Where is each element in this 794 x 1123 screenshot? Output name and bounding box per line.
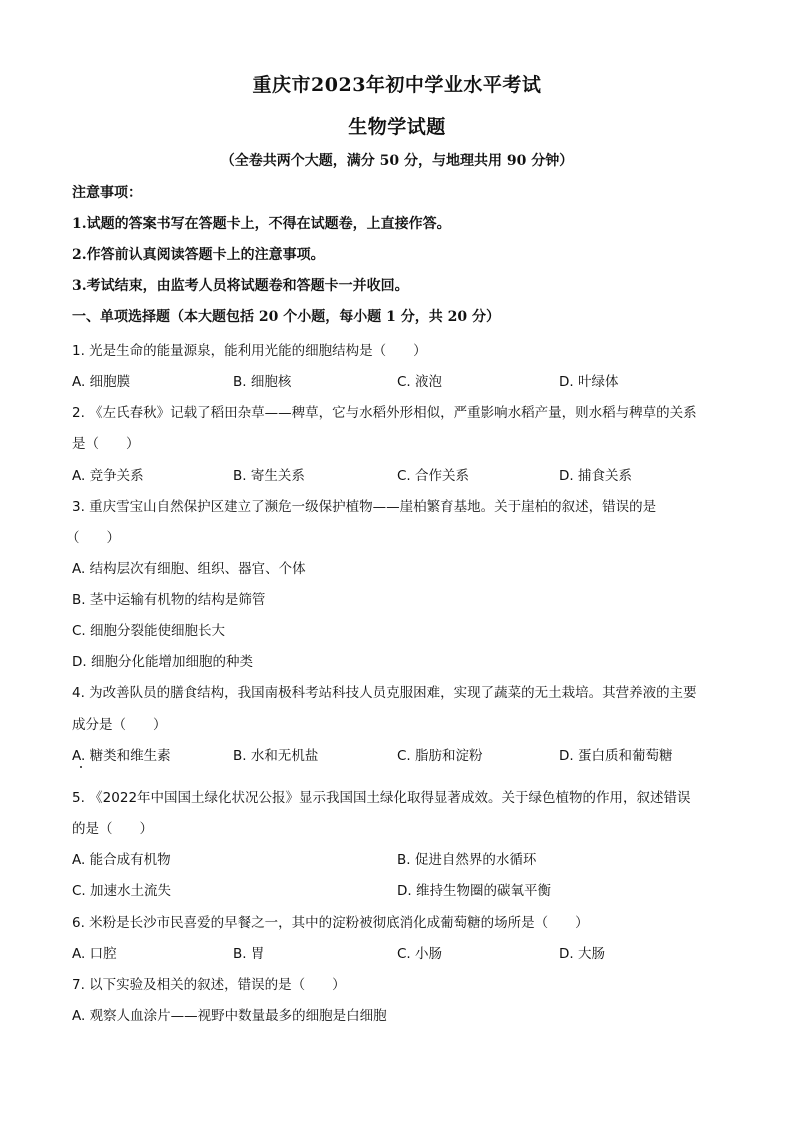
question-stem: 5. 《2022年中国国土绿化状况公报》显示我国国土绿化取得显著成效。关于绿色植物的作用，叙述错误 [72,790,691,806]
option: C. 脂肪和淀粉 [397,748,483,764]
question-stem: 7. 以下实验及相关的叙述，错误的是（ ） [72,977,346,993]
section-heading: 一、单项选择题（本大题包括 20 个小题，每小题 1 分，共 20 分） [72,309,500,325]
notice-item: 3.考试结束，由监考人员将试题卷和答题卡一并收回。 [72,278,409,294]
option: B. 细胞核 [233,374,292,390]
question-stem-continued: （ ） [66,530,120,546]
exam-title: 重庆市2023年初中学业水平考试 [252,74,542,96]
option: A. 观察人血涂片——视野中数量最多的细胞是白细胞 [72,1008,387,1024]
option: D. 大肠 [559,946,605,962]
option: A. 口腔 [72,946,117,962]
exam-subject: 生物学试题 [348,116,446,138]
question-stem-continued: 成分是（ ） [72,717,167,733]
option: D. 细胞分化能增加细胞的种类 [72,654,253,670]
option: A. 糖类和维生素 [72,748,171,764]
option: A. 细胞膜 [72,374,131,390]
option: A. 能合成有机物 [72,852,171,868]
option: C. 液泡 [397,374,443,390]
option: C. 加速水土流失 [72,883,172,899]
notice-item: 1.试题的答案书写在答题卡上，不得在试题卷，上直接作答。 [72,216,451,232]
option: B. 胃 [233,946,265,962]
option: B. 水和无机盐 [233,748,319,764]
option: D. 蛋白质和葡萄糖 [559,748,673,764]
option: A. 竞争关系 [72,468,144,484]
question-stem-continued: 的是（ ） [72,821,153,837]
option: D. 维持生物圈的碳氧平衡 [397,883,551,899]
question-stem: 6. 米粉是长沙市民喜爱的早餐之一，其中的淀粉被彻底消化成葡萄糖的场所是（ ） [72,915,589,931]
question-stem: 3. 重庆雪宝山自然保护区建立了濒危一级保护植物——崖柏繁育基地。关于崖柏的叙述，错误的是 [72,499,657,515]
question-stem: 4. 为改善队员的膳食结构，我国南极科考站科技人员克服困难，实现了蔬菜的无土栽培。其营养液的主要 [72,685,697,701]
exam-note: （全卷共两个大题，满分 50 分，与地理共用 90 分钟） [220,153,574,169]
question-stem: 1. 光是生命的能量源泉，能利用光能的细胞结构是（ ） [72,343,427,359]
option: B. 寄生关系 [233,468,305,484]
option: D. 捕食关系 [559,468,632,484]
stray-mark [80,766,82,768]
option: B. 茎中运输有机物的结构是筛管 [72,592,266,608]
notice-item: 2.作答前认真阅读答题卡上的注意事项。 [72,247,325,263]
question-stem-continued: 是（ ） [72,436,140,452]
option: C. 合作关系 [397,468,470,484]
question-stem: 2. 《左氏春秋》记载了稻田杂草——稗草，它与水稻外形相似，严重影响水稻产量，则水稻与稗草的关系 [72,405,697,421]
notice-heading: 注意事项： [72,185,142,201]
option: A. 结构层次有细胞、组织、器官、个体 [72,561,306,577]
option: C. 小肠 [397,946,443,962]
option: C. 细胞分裂能使细胞长大 [72,623,226,639]
option: D. 叶绿体 [559,374,619,390]
option: B. 促进自然界的水循环 [397,852,537,868]
